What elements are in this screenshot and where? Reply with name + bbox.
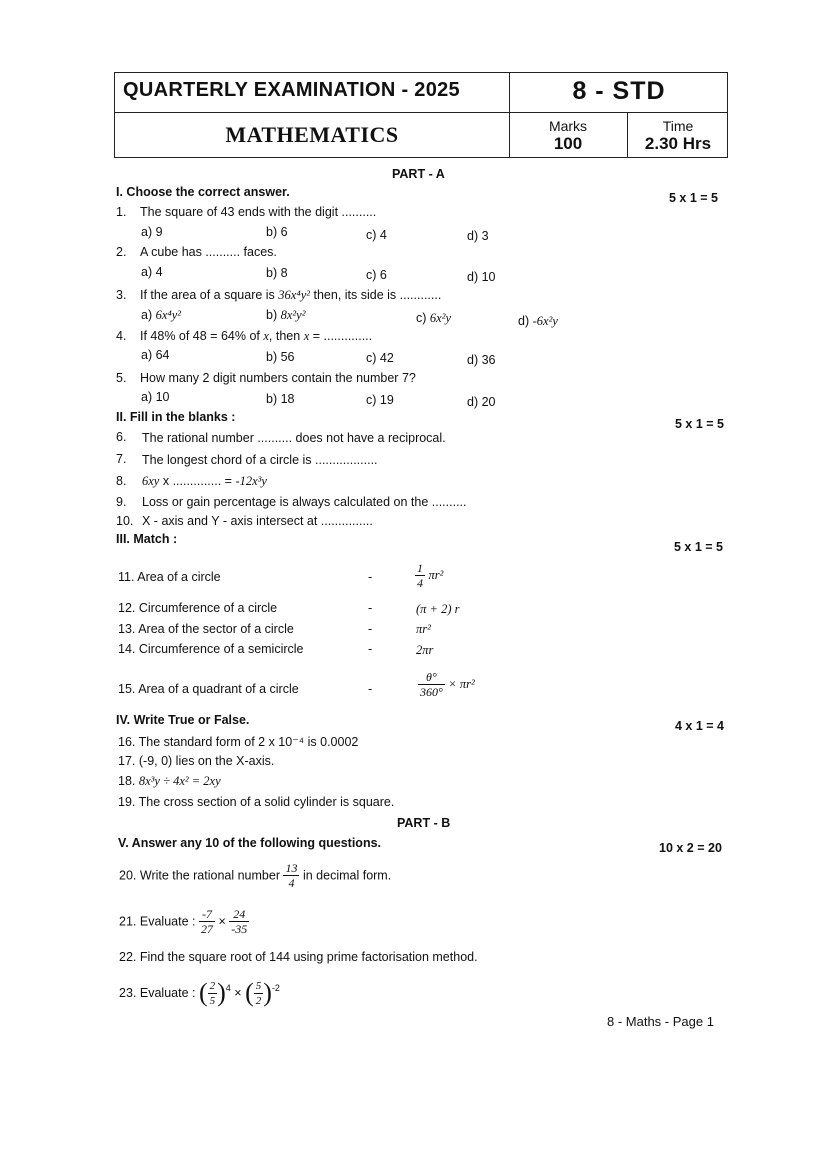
match-answer: 2πr [416,643,434,657]
section-2-marks: 5 x 1 = 5 [675,417,724,431]
question-22: 22. Find the square root of 144 using prime factorisation method. [119,950,478,964]
question-number: 8. [116,474,127,488]
option-a: a) 10 [141,390,170,404]
section-3-title: III. Match : [116,532,178,546]
option-b: b) 8x²y² [266,308,306,322]
option-c: c) 6 [366,268,387,282]
tf-item: 17. (-9, 0) lies on the X-axis. [118,754,275,768]
time-label: Time [662,118,694,134]
section-5-marks: 10 x 2 = 20 [659,841,722,855]
question-text: Loss or gain percentage is always calculated on the .......... [142,495,467,509]
section-1-marks: 5 x 1 = 5 [669,191,718,205]
option-b: b) 8 [266,266,288,280]
question-number: 7. [116,452,127,466]
option-c: c) 42 [366,351,394,365]
option-a: a) 64 [141,348,170,362]
question-text: The longest chord of a circle is .................. [142,453,378,467]
option-a: a) 9 [141,225,163,239]
question-number: 2. [116,245,127,259]
question-number: 6. [116,430,127,444]
option-d: d) 20 [467,395,496,409]
match-answer: πr² [416,622,431,636]
match-answer: $\frac{1}{4}$ πr² [417,561,444,590]
option-c: c) 4 [366,228,387,242]
option-b: b) 18 [266,392,295,406]
question-text: The rational number .......... does not have a reciprocal. [142,431,446,445]
standard: 8 - STD [572,77,666,105]
subject-title: MATHEMATICS [225,122,399,147]
match-dash: - [368,601,373,615]
match-dash: - [368,570,373,584]
option-d: d) 10 [467,270,496,284]
question-number: 5. [116,371,127,385]
question-text: 6xy x .............. = -12x³y [142,474,267,488]
match-answer: $\frac{\theta^\circ}{360^\circ}$ × πr² [420,670,475,699]
section-1-title: I. Choose the correct answer. [116,185,290,199]
option-d: d) 36 [467,353,496,367]
header-divider [115,112,727,113]
question-number: 4. [116,329,127,343]
option-c: c) 19 [366,393,394,407]
section-4-title: IV. Write True or False. [116,713,250,727]
part-b-heading: PART - B [397,816,451,830]
marks-label: Marks [548,118,588,134]
question-text: X - axis and Y - axis intersect at ............... [142,514,373,528]
option-d: d) -6x²y [518,314,558,328]
marks-value: 100 [553,134,583,153]
part-a-heading: PART - A [392,167,445,181]
match-dash: - [368,622,373,636]
option-d: d) 3 [467,229,489,243]
option-b: b) 56 [266,350,295,364]
match-dash: - [368,682,373,696]
question-text: A cube has .......... faces. [140,245,277,259]
option-b: b) 6 [266,225,288,239]
time-value: 2.30 Hrs [644,134,712,153]
question-20: 20. Write the rational number $\frac{13}{4}$ in decimal form. [119,861,392,890]
question-number: 10. [116,514,134,528]
question-text: The square of 43 ends with the digit .......... [140,205,377,219]
header-box [114,72,728,158]
question-number: 1. [116,205,127,219]
tf-item: 18. 8x³y ÷ 4x² = 2xy [118,774,221,788]
match-item: 12. Circumference of a circle [118,601,278,615]
tf-item: 19. The cross section of a solid cylinder is square. [118,795,395,809]
question-21: 21. Evaluate : $\frac{-7}{27}$ × $\frac{24}{-35}$ [119,907,248,936]
option-a: a) 4 [141,265,163,279]
section-5-title: V. Answer any 10 of the following questions. [118,836,382,850]
question-23: 23. Evaluate : ( $\frac{2}{5}$ )$^4$ × ( $\frac{5}{2}$ )$^{-2}$ [119,978,280,1007]
match-item: 14. Circumference of a semicircle [118,642,304,656]
match-item: 15. Area of a quadrant of a circle [118,682,299,696]
match-answer: (π + 2) r [416,602,460,616]
tf-item: 16. The standard form of 2 x 10⁻⁴ is 0.0002 [118,735,359,749]
match-dash: - [368,642,373,656]
question-number: 9. [116,495,127,509]
section-2-title: II. Fill in the blanks : [116,410,236,424]
question-text: If 48% of 48 = 64% of x, then x = .............. [140,329,373,343]
option-c: c) 6x²y [416,311,451,325]
question-text: How many 2 digit numbers contain the number 7? [140,371,416,385]
page-footer: 8 - Maths - Page 1 [607,1014,714,1029]
exam-title: QUARTERLY EXAMINATION - 2025 [123,79,460,101]
match-item: 11. Area of a circle [118,570,221,584]
question-number: 3. [116,288,127,302]
section-3-marks: 5 x 1 = 5 [674,540,723,554]
option-a: a) 6x⁴y² [141,308,182,322]
match-item: 13. Area of the sector of a circle [118,622,294,636]
question-text: If the area of a square is 36x⁴y² then, its side is ............ [140,288,442,302]
section-4-marks: 4 x 1 = 4 [675,719,724,733]
